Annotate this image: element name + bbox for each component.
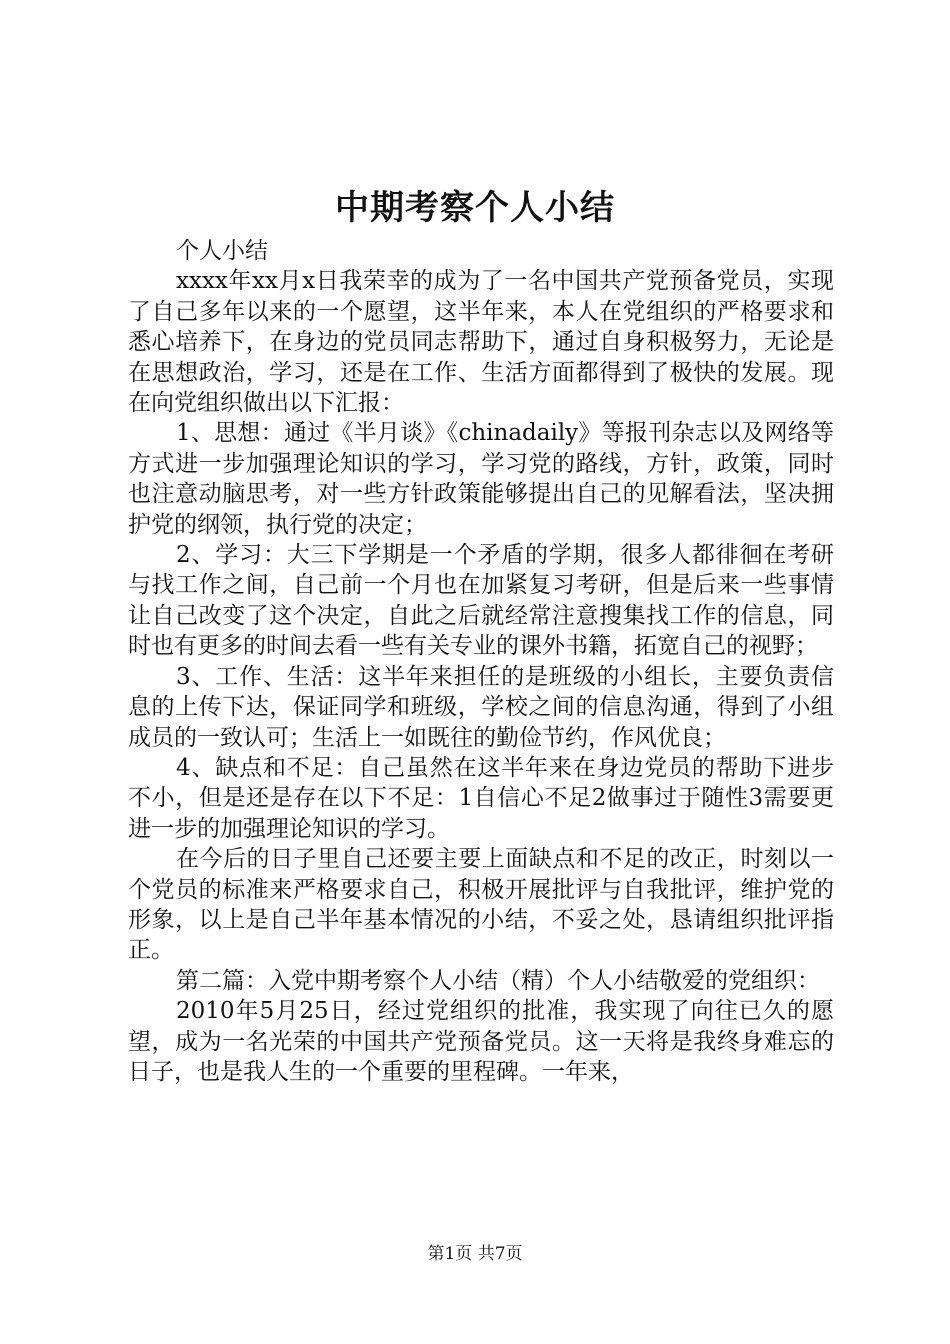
paragraph-shortcomings: 4、缺点和不足：自己虽然在这半年来在身边党员的帮助下进步不小，但是还是存在以下不足：1自信心不足2做事过于随性3需要更进一步的加强理论知识的学习。 (128, 754, 834, 842)
paragraph-subtitle: 个人小结 (176, 238, 268, 264)
page-number-footer: 第1页 共7页 (427, 1244, 523, 1264)
paragraph-second-article-heading: 第二篇：入党中期考察个人小结（精）个人小结敬爱的党组织： (176, 967, 820, 994)
paragraph-intro: xxxx年xx月x日我荣幸的成为了一名中国共产党预备党员，实现了自己多年以来的一个愿望，这半年来，本人在党组织的严格要求和悉心培养下，在身边的党员同志帮助下，通过自身积极努力，无论是在思想政治，学习，还是在工作、生活方面都得到了极快的发展。现在向党组织做出以下汇报： (128, 268, 834, 417)
paragraph-future: 在今后的日子里自己还要主要上面缺点和不足的改正，时刻以一个党员的标准来严格要求自己，积极开展批评与自我批评，维护党的形象，以上是自己半年基本情况的小结，不妥之处，恳请组织批评指正。 (128, 846, 834, 964)
document-body (128, 236, 834, 1087)
document-title: 中期考察个人小结 (335, 188, 615, 228)
paragraph-thought: 1、思想：通过《半月谈》《chinadaily》等报刊杂志以及网络等方式进一步加强理论知识的学习，学习党的路线，方针，政策，同时也注意动脑思考，对一些方针政策能够提出自己的见解看法，坚决拥护党的纲领，执行党的决定； (128, 420, 834, 538)
paragraph-work-life: 3、工作、生活：这半年来担任的是班级的小组长，主要负责信息的上传下达，保证同学和班级，学校之间的信息沟通，得到了小组成员的一致认可；生活上一如既往的勤俭节约，作风优良； (128, 663, 834, 751)
paragraph-study: 2、学习：大三下学期是一个矛盾的学期，很多人都徘徊在考研与找工作之间，自己前一个月也在加紧复习考研，但是后来一些事情让自己改变了这个决定，自此之后就经常注意搜集找工作的信息，同时也有更多的时间去看一些有关专业的课外书籍，拓宽自己的视野； (128, 542, 834, 660)
paragraph-second-article-body: 2010年5月25日，经过党组织的批准，我实现了向往已久的愿望，成为一名光荣的中国共产党预备党员。这一天将是我终身难忘的日子，也是我人生的一个重要的里程碑。一年来， (128, 998, 834, 1085)
